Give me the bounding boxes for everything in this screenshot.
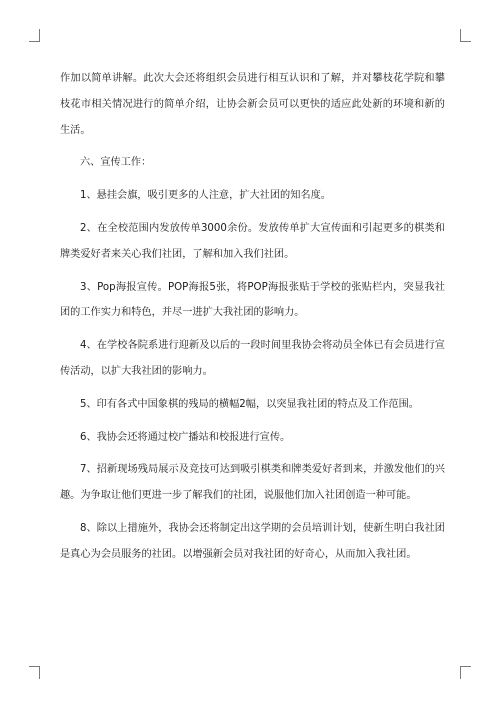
crop-mark-top-left [29, 29, 40, 42]
paragraph-intro-continuation: 作加以简单讲解。此次大会还将组织会员进行相互认识和了解，并对攀枝花学院和攀枝花市相关情况进行的简单介绍，让协会新会员可以更快的适应此处新的环境和新的生活。 [60, 73, 445, 136]
list-item-3: 3、Pop海报宣传。POP海报5张，将POP海报张贴于学校的张贴栏内，突显我社团的工作实力和特色，并尽一进扩大我社团的影响力。 [60, 281, 445, 319]
list-item-1: 1、悬挂会旗，吸引更多的人注意，扩大社团的知名度。 [80, 190, 331, 202]
section-heading-publicity: 六、宣传工作： [80, 157, 152, 169]
document-body [60, 66, 445, 575]
list-item-5: 5、印有各式中国象棋的残局的横幅2幅，以突显我社团的特点及工作范围。 [80, 398, 419, 410]
list-item-4: 4、在学校各院系进行迎新及以后的一段时间里我协会将动员全体已有会员进行宣传活动，以扩大我社团的影响力。 [60, 340, 445, 377]
list-item-7: 7、招新现场残局展示及竞技可达到吸引棋类和牌类爱好者到来，并激发他们的兴趣。为争取让他们更进一步了解我们的社团，说服他们加入社团创造一种可能。 [60, 464, 445, 502]
list-item-6: 6、我协会还将通过校广播站和校报进行宣传。 [80, 431, 291, 443]
crop-mark-top-right [460, 29, 471, 42]
list-item-2: 2、在全校范围内发放传单3000余份。发放传单扩大宣传面和引起更多的棋类和牌类爱好者来关心我们社团，了解和加入我们社团。 [60, 222, 445, 260]
list-item-8: 8、除以上措施外，我协会还将制定出这学期的会员培训计划，使新生明白我社团是真心为会员服务的社团。以增强新会员对我社团的好奇心，从而加入我社团。 [60, 522, 445, 560]
crop-mark-bottom-left [29, 666, 40, 679]
crop-mark-bottom-right [460, 666, 471, 679]
